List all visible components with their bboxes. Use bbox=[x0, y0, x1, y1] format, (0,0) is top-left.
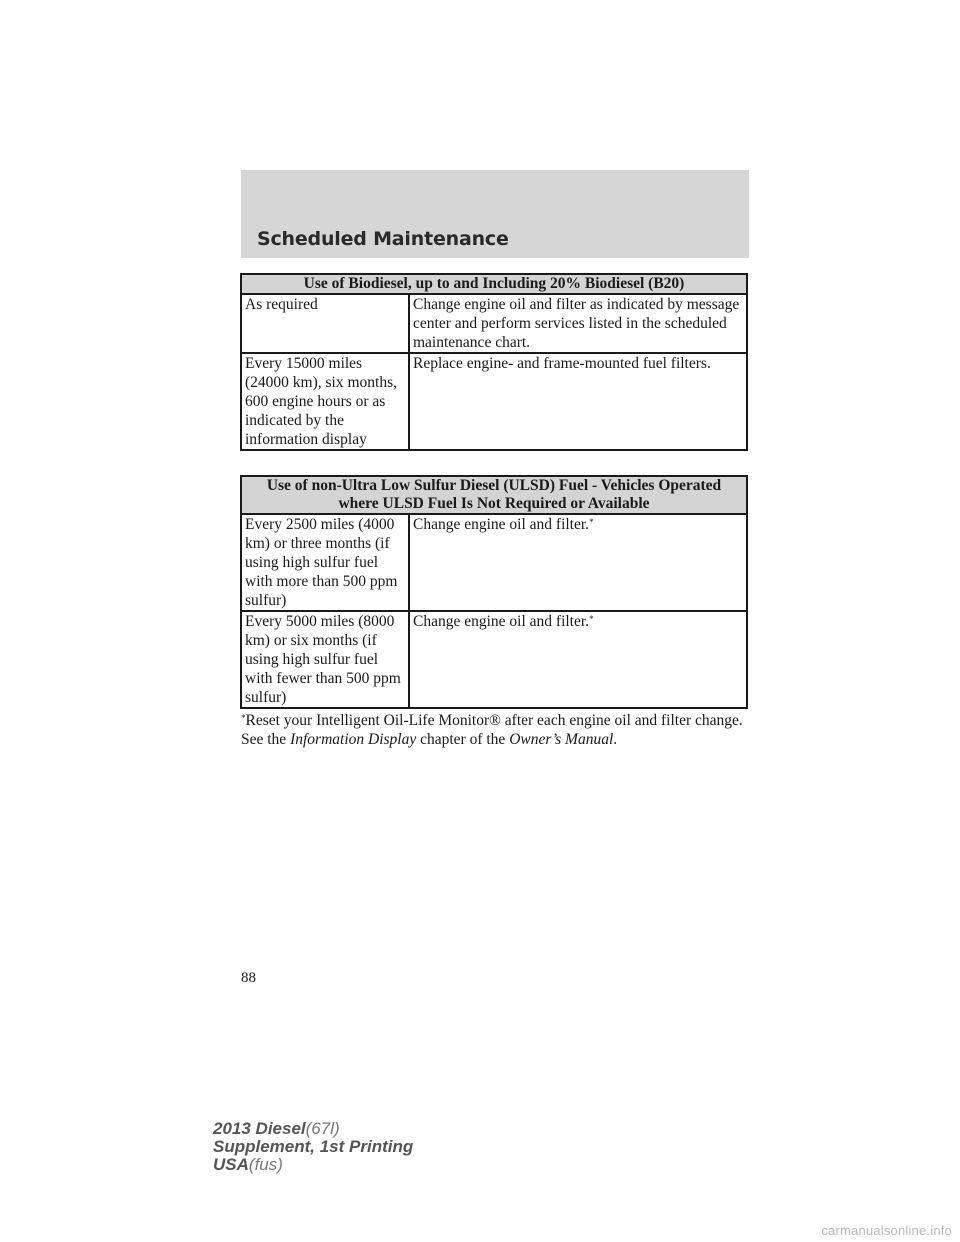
action-text: Change engine oil and filter. bbox=[413, 516, 590, 533]
information-display-reference: Information Display bbox=[290, 731, 417, 748]
ulsd-maintenance-table bbox=[240, 475, 748, 709]
action-cell bbox=[409, 611, 747, 708]
watermark: carmanualsonline.info bbox=[821, 1223, 952, 1238]
footnote bbox=[241, 711, 751, 749]
table-header-row bbox=[241, 476, 747, 514]
market-code: (fus) bbox=[248, 1155, 283, 1174]
table-row bbox=[241, 611, 747, 708]
interval-cell: As required bbox=[241, 294, 409, 353]
printing-label: Supplement, 1st Printing bbox=[213, 1137, 414, 1156]
footnote-marker: * bbox=[241, 713, 246, 723]
footnote-text: Reset your Intelligent Oil-Life Monitor® after each engine oil and filter change. See the bbox=[241, 712, 743, 748]
print-info bbox=[213, 1120, 413, 1174]
action-cell: Replace engine- and frame-mounted fuel filters. bbox=[409, 353, 747, 450]
interval-cell: Every 15000 miles (24000 km), six months, 600 engine hours or as indicated by the information display bbox=[241, 353, 409, 450]
footnote-marker: * bbox=[589, 517, 594, 527]
edition-title: 2013 Diesel bbox=[213, 1119, 306, 1138]
print-info-line-1 bbox=[213, 1120, 413, 1138]
footnote-end: . bbox=[613, 731, 618, 748]
edition-code: (67l) bbox=[305, 1119, 340, 1138]
table-header-row bbox=[241, 274, 747, 294]
page-number: 88 bbox=[241, 970, 256, 986]
interval-cell: Every 2500 miles (4000 km) or three months (if using high sulfur fuel with more than 500 ppm sulfur) bbox=[241, 514, 409, 611]
table-title: Use of non-Ultra Low Sulfur Diesel (ULSD) Fuel - Vehicles Operated where ULSD Fuel Is Not Required or Available bbox=[241, 476, 747, 514]
print-info-line-2 bbox=[213, 1138, 413, 1156]
footnote-marker: * bbox=[589, 614, 594, 624]
print-info-line-3 bbox=[213, 1156, 413, 1174]
table-title: Use of Biodiesel, up to and Including 20% Biodiesel (B20) bbox=[241, 274, 747, 294]
action-cell bbox=[409, 514, 747, 611]
market-label: USA bbox=[213, 1155, 249, 1174]
action-text: Change engine oil and filter. bbox=[413, 613, 590, 630]
interval-cell: Every 5000 miles (8000 km) or six months (if using high sulfur fuel with fewer than 500 ppm sulfur) bbox=[241, 611, 409, 708]
biodiesel-maintenance-table bbox=[240, 273, 748, 451]
owners-manual-reference: Owner’s Manual bbox=[509, 731, 614, 748]
table-row bbox=[241, 294, 747, 353]
section-title: Scheduled Maintenance bbox=[257, 228, 509, 250]
action-cell: Change engine oil and filter as indicated by message center and perform services listed in the scheduled maintenance chart. bbox=[409, 294, 747, 353]
table-row bbox=[241, 353, 747, 450]
table-row bbox=[241, 514, 747, 611]
footnote-text-mid: chapter of the bbox=[420, 731, 506, 748]
